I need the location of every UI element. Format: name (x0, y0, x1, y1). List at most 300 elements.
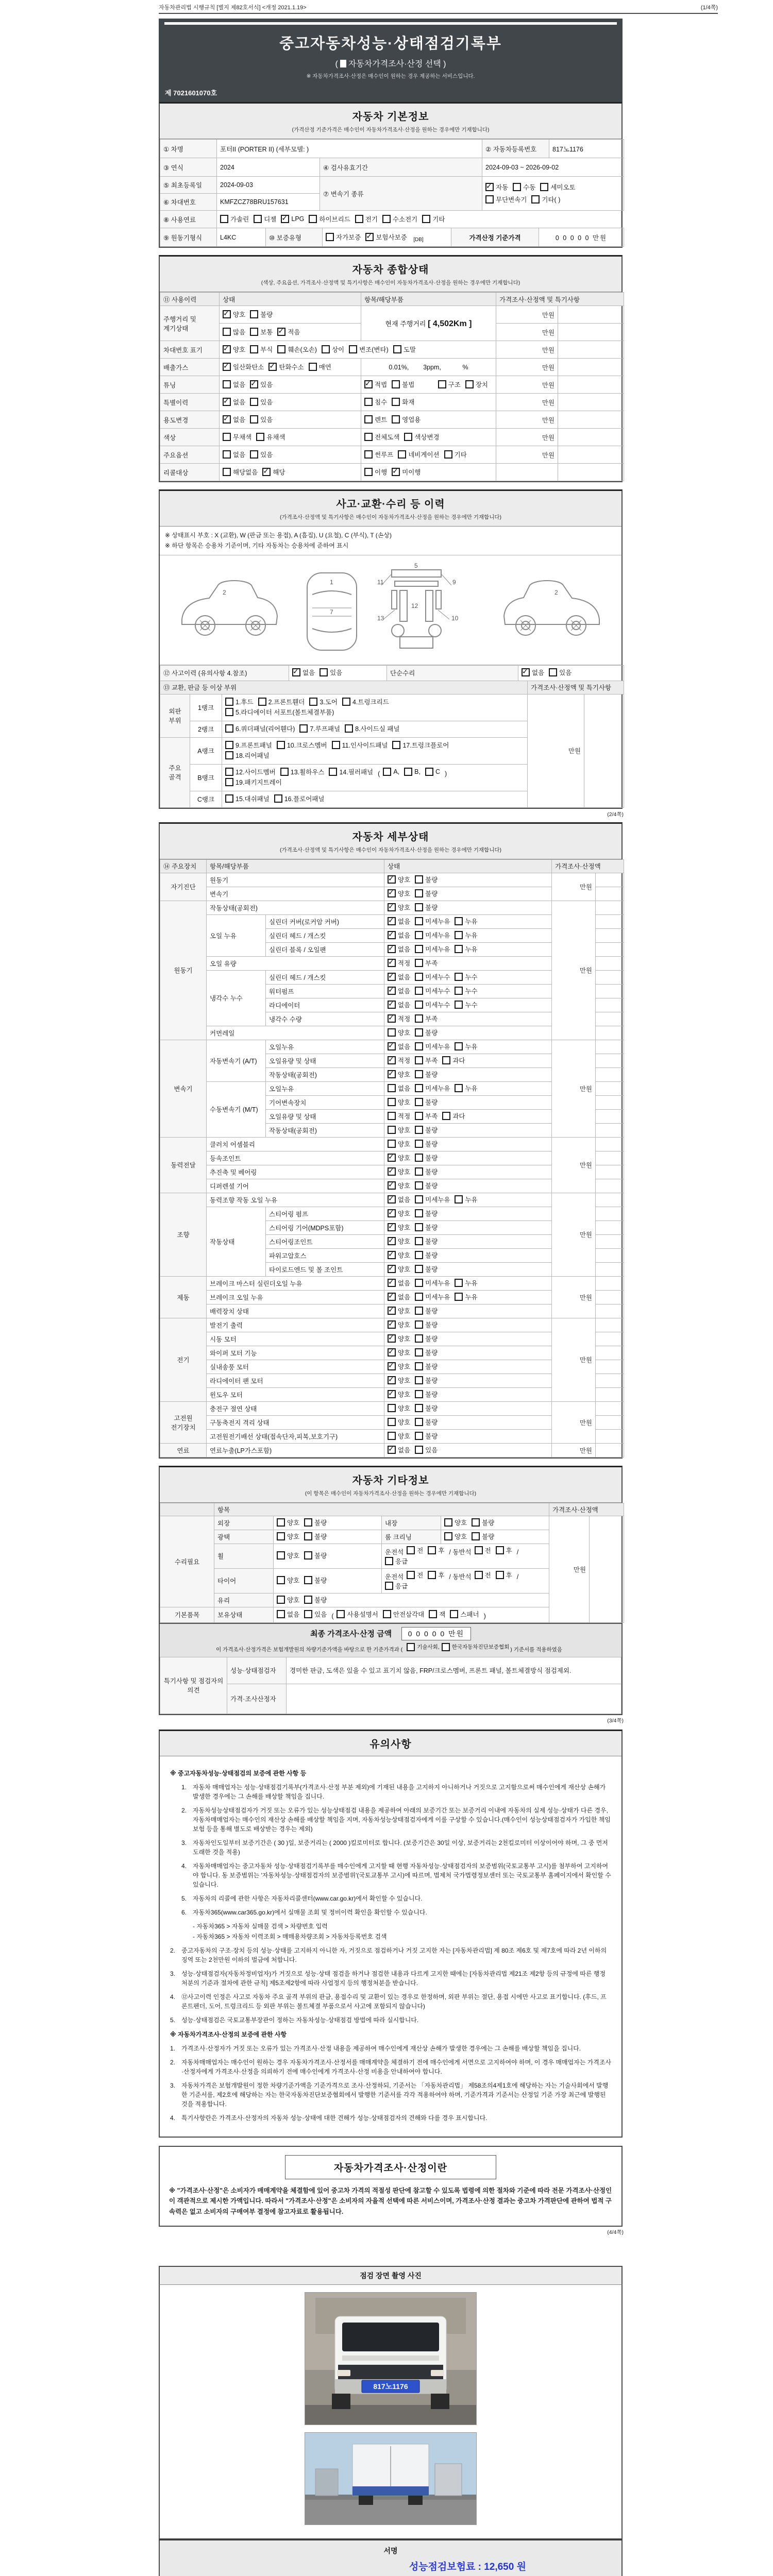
checkbox[interactable] (277, 1532, 285, 1540)
condition-options (384, 1360, 552, 1374)
checkbox[interactable] (268, 363, 277, 371)
checkbox[interactable] (225, 724, 233, 733)
checkbox[interactable] (388, 1348, 396, 1357)
checkbox[interactable] (388, 1237, 396, 1245)
checkbox[interactable] (388, 1167, 396, 1176)
checkbox[interactable] (429, 1610, 437, 1618)
checkbox[interactable] (415, 889, 423, 897)
checkbox[interactable] (383, 1610, 391, 1618)
checkbox[interactable] (392, 398, 400, 406)
option: ✓ 적정 (388, 1056, 410, 1065)
checkbox[interactable] (415, 1348, 423, 1357)
price-cell: 만원 (496, 446, 558, 464)
checkbox[interactable] (388, 1014, 396, 1023)
item-label: 냉각수 누수 (207, 970, 266, 1026)
checkbox[interactable] (388, 1070, 396, 1078)
option: 미세누유 (415, 1195, 450, 1204)
checkbox[interactable] (388, 1404, 396, 1412)
checkbox[interactable] (254, 215, 262, 223)
checkbox[interactable] (277, 1576, 285, 1584)
option: 불량 (304, 1532, 327, 1541)
checkbox[interactable] (444, 1518, 452, 1527)
etc-info-table (160, 1503, 624, 1623)
checkbox[interactable] (388, 959, 396, 967)
checkbox[interactable] (388, 1446, 396, 1454)
checkbox[interactable] (388, 1418, 396, 1426)
option: ✓ 없음 (388, 972, 410, 981)
checkbox[interactable] (404, 433, 412, 441)
checkbox[interactable] (415, 875, 423, 884)
checkbox[interactable] (392, 380, 400, 388)
checkbox[interactable] (415, 1446, 423, 1454)
checkbox[interactable] (364, 450, 373, 459)
checkbox[interactable] (388, 1126, 396, 1134)
option: ✓ 양호 (388, 1223, 410, 1232)
option: ✓ 적음 (277, 327, 300, 336)
checkbox[interactable] (415, 1001, 423, 1009)
checkbox[interactable] (475, 1571, 483, 1579)
checkbox[interactable] (455, 1001, 463, 1009)
checkbox[interactable] (428, 1571, 436, 1579)
notice-item: 5. 자동차의 리콜에 관한 사항은 자동차리콜센터(www.car.go.kr)에서 확인할 수 있습니다. (181, 1894, 423, 1902)
checkbox[interactable] (250, 328, 258, 336)
checkbox[interactable] (388, 1195, 396, 1204)
final-price-bar (160, 1623, 621, 1657)
checkbox[interactable] (455, 1293, 463, 1301)
checkbox[interactable] (415, 973, 423, 981)
checkbox[interactable] (415, 931, 423, 939)
checkbox[interactable] (540, 183, 548, 191)
group-price-note (596, 1151, 624, 1165)
checkbox[interactable] (415, 1376, 423, 1384)
checkbox[interactable] (258, 698, 266, 706)
option: 있음 (250, 397, 273, 406)
checkbox[interactable] (388, 1279, 396, 1287)
checkbox[interactable] (388, 931, 396, 939)
filled-checkbox-icon[interactable] (340, 60, 346, 67)
checkbox[interactable] (415, 917, 423, 925)
checkbox[interactable] (415, 945, 423, 953)
transmission-options-line1 (485, 182, 620, 193)
checkbox[interactable] (455, 1042, 463, 1050)
checkbox[interactable] (455, 973, 463, 981)
checkbox[interactable] (415, 1126, 423, 1134)
checkbox[interactable] (309, 363, 317, 371)
checkbox[interactable] (388, 1209, 396, 1217)
item-label: 구동축전지 격리 상태 (207, 1415, 384, 1429)
group-price-note (596, 887, 624, 901)
option: 잭 (429, 1609, 445, 1619)
checkbox[interactable] (364, 380, 373, 388)
checkbox[interactable] (388, 1432, 396, 1440)
option: 16.플로어패널 (274, 794, 325, 803)
checkbox[interactable] (415, 959, 423, 967)
checkbox[interactable] (415, 987, 423, 995)
checkbox[interactable] (388, 1376, 396, 1384)
checkbox[interactable] (388, 1251, 396, 1259)
checkbox[interactable] (277, 328, 285, 336)
document-number: 제 7021601070호 (165, 89, 217, 97)
checkbox[interactable] (388, 1390, 396, 1398)
checkbox[interactable] (223, 450, 231, 459)
checkbox[interactable] (388, 1154, 396, 1162)
checkbox[interactable] (415, 1251, 423, 1259)
option: 누유 (455, 1083, 477, 1093)
checkbox[interactable] (442, 1056, 450, 1064)
checkbox[interactable] (250, 310, 258, 318)
checkbox[interactable] (274, 794, 282, 803)
photo-front-view (305, 2292, 477, 2425)
checkbox[interactable] (262, 468, 271, 476)
checkbox[interactable] (385, 1582, 393, 1590)
checkbox[interactable] (225, 794, 233, 803)
checkbox[interactable] (277, 1610, 285, 1618)
group-price-note (596, 984, 624, 998)
field-value-first-reg: 2024-09-03 (217, 177, 320, 194)
checkbox[interactable] (472, 1532, 480, 1540)
checkbox[interactable] (388, 1265, 396, 1273)
checkbox[interactable] (388, 945, 396, 953)
rank-label: B랭크 (190, 764, 222, 791)
checkbox[interactable] (415, 1056, 423, 1064)
checkbox[interactable] (415, 1014, 423, 1023)
checkbox[interactable] (329, 768, 337, 776)
group-price: 만원 (552, 901, 596, 1040)
checkbox[interactable] (299, 724, 308, 733)
checkbox[interactable] (415, 1154, 423, 1162)
overall-status-row (160, 446, 624, 464)
checkbox[interactable] (223, 328, 231, 336)
car-diagram (160, 555, 621, 665)
option: 불량 (415, 1306, 438, 1315)
checkbox[interactable] (304, 1576, 312, 1584)
rank-items (222, 737, 528, 764)
option: ✓ 없음 (223, 415, 245, 424)
diagram-number: 2 (223, 588, 226, 596)
checkbox[interactable] (388, 1042, 396, 1050)
checkbox[interactable] (475, 1546, 483, 1554)
checkbox[interactable] (223, 345, 231, 353)
checkbox[interactable] (364, 433, 373, 441)
checkbox[interactable] (277, 1551, 285, 1560)
checkbox[interactable] (223, 380, 231, 388)
checkbox[interactable] (364, 415, 373, 423)
checkbox[interactable] (455, 931, 463, 939)
checkbox[interactable] (407, 1571, 415, 1579)
checkbox[interactable] (415, 1404, 423, 1412)
checkbox[interactable] (388, 917, 396, 925)
option: 있음 (549, 668, 572, 677)
checkbox[interactable] (415, 1140, 423, 1148)
checkbox[interactable] (415, 1223, 423, 1231)
checkbox[interactable] (415, 1209, 423, 1217)
checkbox[interactable] (388, 1223, 396, 1231)
checkbox[interactable] (388, 1028, 396, 1037)
option: 변조(변타) (349, 345, 389, 354)
checkbox[interactable] (225, 768, 233, 776)
checkbox[interactable] (225, 778, 233, 786)
subtitle-label: 자동차가격조사·산정 선택 (348, 60, 441, 69)
page-number-4: (4/4쪽) (607, 2229, 624, 2235)
checkbox[interactable] (281, 215, 289, 223)
checkbox[interactable] (388, 1320, 396, 1329)
notice-item: 3. 자동차가격은 보험개발원이 정한 차량기준가액을 기준가격으로 조사·산정하되, 기준서는 「자동차관리법」 제58조의4제1호에 해당하는 자는 기술사회에서 발행한 기준서를, 제2호에 해당하는 자는 한국자동차진단보증협회에서 발행한 기준서를 각각 적용하여야 하며, 기준가격과 기준서는 산정일 기준 가장 최근에 발행된 것을 적용합니다. (170, 2081, 609, 2108)
rank-label: A랭크 (190, 737, 222, 764)
checkbox[interactable] (223, 398, 231, 406)
checkbox[interactable] (444, 450, 452, 459)
checkbox[interactable] (392, 741, 400, 749)
checkbox[interactable] (345, 724, 353, 733)
checkbox[interactable] (496, 1571, 504, 1579)
col-price: 가격조사·산정액 (552, 859, 624, 873)
checkbox[interactable] (383, 768, 391, 776)
checkbox[interactable] (407, 1643, 415, 1651)
checkbox[interactable] (455, 917, 463, 925)
option: 있음 (415, 1445, 438, 1454)
option: 전 (475, 1570, 491, 1580)
section-detail-status (159, 822, 623, 1459)
checkbox[interactable] (388, 889, 396, 897)
token-text: ( (331, 1613, 334, 1620)
checkbox[interactable] (415, 1167, 423, 1176)
checkbox[interactable] (444, 1532, 452, 1540)
option: 미세누수 (415, 1000, 450, 1009)
checkbox[interactable] (337, 1610, 345, 1618)
checkbox[interactable] (415, 1307, 423, 1315)
status-options (220, 446, 361, 464)
checkbox[interactable] (280, 768, 289, 776)
checkbox[interactable] (304, 1518, 312, 1527)
checkbox[interactable] (415, 1237, 423, 1245)
legend-symbols: ※ 상태표시 부호 : X (교환), W (판금 또는 용접), A (흠집), U (요철), C (부식), T (손상) (165, 532, 392, 539)
checkbox[interactable] (415, 903, 423, 911)
option: 불량 (472, 1532, 494, 1541)
checkbox[interactable] (385, 1557, 393, 1565)
checkbox[interactable] (250, 345, 258, 353)
checkbox[interactable] (225, 741, 233, 749)
option: 불량 (415, 1376, 438, 1385)
checkbox[interactable] (332, 741, 340, 749)
checkbox[interactable] (388, 903, 396, 911)
checkbox[interactable] (225, 751, 233, 759)
option: 양호 (388, 1431, 410, 1440)
item-label: 작동상태(공회전) (207, 901, 384, 914)
checkbox[interactable] (388, 1293, 396, 1301)
option: 부식 (250, 345, 273, 354)
checkbox[interactable] (415, 1098, 423, 1106)
checkbox[interactable] (320, 668, 328, 676)
checkbox[interactable] (309, 698, 317, 706)
checkbox[interactable] (342, 698, 350, 706)
checkbox[interactable] (382, 215, 391, 223)
price-note-cell (558, 411, 624, 429)
checkbox[interactable] (398, 450, 406, 459)
checkbox[interactable] (388, 1112, 396, 1120)
checkbox[interactable] (415, 1334, 423, 1343)
checkbox[interactable] (415, 1293, 423, 1301)
checkbox[interactable] (225, 698, 233, 706)
checkbox[interactable] (422, 215, 430, 223)
checkbox[interactable] (428, 1546, 436, 1554)
checkbox[interactable] (415, 1028, 423, 1037)
notice-item: 1. 가격조사·산정자가 거짓 또는 오류가 있는 가격조사·산정 내용을 제공하여 매수인에게 재산상 손해가 발생한 경우에는 그 손해를 배상할 책임을 집니다. (170, 2044, 581, 2052)
group-price-note (596, 1443, 624, 1457)
checkbox[interactable] (277, 1518, 285, 1527)
option: 훼손(오손) (277, 345, 317, 354)
checkbox[interactable] (250, 380, 258, 388)
option: B, (404, 768, 421, 776)
checkbox[interactable] (277, 741, 285, 749)
checkbox[interactable] (388, 1140, 396, 1148)
etc-label-possession: 보유상태 (214, 1607, 274, 1622)
checkbox[interactable] (364, 468, 373, 476)
checkbox[interactable] (388, 1056, 396, 1064)
option: 미세누유 (415, 944, 450, 954)
checkbox[interactable] (225, 708, 233, 716)
checkbox[interactable] (442, 1643, 450, 1651)
option: 불량 (415, 1181, 438, 1190)
group-price-note (596, 1081, 624, 1095)
checkbox[interactable] (223, 415, 231, 423)
checkbox[interactable] (415, 1195, 423, 1204)
checkbox[interactable] (304, 1532, 312, 1540)
price-cell: 만원 (496, 376, 558, 394)
checkbox[interactable] (220, 215, 228, 223)
checkbox[interactable] (549, 668, 557, 676)
checkbox[interactable] (365, 233, 374, 241)
checkbox[interactable] (309, 215, 317, 223)
col-status: 상태 (220, 293, 361, 306)
checkbox[interactable] (415, 1320, 423, 1329)
option: 불량 (415, 1250, 438, 1260)
price-note-cell (558, 394, 624, 411)
option: ✓ 없음 (522, 668, 544, 677)
license-plate-text: 817노1176 (373, 2382, 408, 2391)
checkbox[interactable] (404, 768, 412, 776)
checkbox[interactable] (455, 945, 463, 953)
checkbox[interactable] (250, 398, 258, 406)
checkbox[interactable] (455, 987, 463, 995)
checkbox[interactable] (415, 1418, 423, 1426)
condition-options (384, 984, 552, 998)
checkbox[interactable] (415, 1390, 423, 1398)
checkbox[interactable] (322, 345, 330, 353)
checkbox[interactable] (531, 195, 540, 204)
checkbox[interactable] (223, 310, 231, 318)
checkbox[interactable] (250, 415, 258, 423)
checkbox[interactable] (442, 1112, 450, 1120)
checkbox[interactable] (455, 1084, 463, 1092)
field-value-base-price: 0 0 0 0 0 만원 (539, 228, 624, 247)
checkbox[interactable] (438, 380, 446, 388)
checkbox[interactable] (407, 1546, 415, 1554)
checkbox[interactable] (250, 450, 258, 459)
checkbox[interactable] (522, 668, 530, 676)
group-price-note (596, 914, 624, 928)
checkbox[interactable] (415, 1084, 423, 1092)
checkbox[interactable] (415, 1432, 423, 1440)
checkbox[interactable] (223, 468, 231, 476)
checkbox[interactable] (388, 1181, 396, 1190)
checkbox[interactable] (392, 468, 400, 476)
checkbox[interactable] (425, 768, 433, 776)
etc-info-subtitle: (이 항목은 매수인이 자동차가격조사·산정을 원하는 경우에만 기재합니다) (305, 1490, 477, 1497)
notice-group-header: ※ 중고자동차성능·상태점검의 보증에 관한 사항 등 (170, 1769, 307, 1777)
checkbox[interactable] (388, 973, 396, 981)
checkbox[interactable] (292, 668, 300, 676)
checkbox[interactable] (277, 1596, 285, 1604)
checkbox[interactable] (415, 1112, 423, 1120)
checkbox[interactable] (388, 1001, 396, 1009)
checkbox[interactable] (355, 215, 363, 223)
checkbox[interactable] (450, 1610, 458, 1618)
checkbox[interactable] (388, 1334, 396, 1343)
option: 누유 (455, 917, 477, 926)
checkbox[interactable] (223, 363, 231, 371)
etc-options-exterior (274, 1516, 382, 1530)
device-group: 고전원 전기장치 (160, 1401, 207, 1443)
checkbox[interactable] (485, 183, 494, 191)
checkbox[interactable] (388, 1098, 396, 1106)
condition-options (384, 1165, 552, 1179)
section-accident-history (159, 489, 623, 809)
condition-options (384, 1109, 552, 1123)
checkbox[interactable] (415, 1070, 423, 1078)
checkbox[interactable] (388, 987, 396, 995)
checkbox[interactable] (304, 1551, 312, 1560)
checkbox[interactable] (256, 433, 264, 441)
checkbox[interactable] (496, 1546, 504, 1554)
checkbox[interactable] (388, 875, 396, 884)
condition-options (384, 887, 552, 901)
token-text: / 동반석 (449, 1548, 472, 1556)
checkbox[interactable] (326, 233, 334, 241)
token-text: / (516, 1573, 519, 1581)
checkbox[interactable] (393, 345, 401, 353)
option: 9.프론트패널 (225, 740, 272, 750)
checkbox[interactable] (388, 1362, 396, 1370)
checkbox[interactable] (349, 345, 357, 353)
checkbox[interactable] (485, 195, 494, 204)
notice-item: 4. 특기사항란은 가격조사·산정자의 자동차 성능·상태에 대한 견해가 성능·상태점검자의 견해와 다를 경우 표시합니다. (170, 2114, 488, 2122)
diagram-number: 5 (414, 562, 418, 569)
checkbox[interactable] (472, 1518, 480, 1527)
checkbox[interactable] (388, 1084, 396, 1092)
checkbox[interactable] (304, 1596, 312, 1604)
checkbox[interactable] (388, 1307, 396, 1315)
checkbox[interactable] (455, 1279, 463, 1287)
checkbox[interactable] (415, 1279, 423, 1287)
detail-row (160, 873, 624, 887)
checkbox[interactable] (304, 1610, 312, 1618)
checkbox[interactable] (513, 183, 521, 191)
rank-label: 2랭크 (190, 721, 222, 737)
option: 네비게이션 (398, 450, 439, 459)
checkbox[interactable] (465, 380, 474, 388)
diagram-number: 7 (330, 608, 333, 616)
checkbox[interactable] (223, 433, 231, 441)
checkbox[interactable] (455, 1195, 463, 1204)
checkbox[interactable] (277, 345, 285, 353)
checkbox[interactable] (415, 1042, 423, 1050)
checkbox[interactable] (415, 1181, 423, 1190)
device-group: 연료 (160, 1443, 207, 1457)
checkbox[interactable] (415, 1265, 423, 1273)
checkbox[interactable] (364, 398, 373, 406)
checkbox[interactable] (392, 415, 400, 423)
checkbox[interactable] (415, 1362, 423, 1370)
option: 양호 (444, 1532, 467, 1541)
